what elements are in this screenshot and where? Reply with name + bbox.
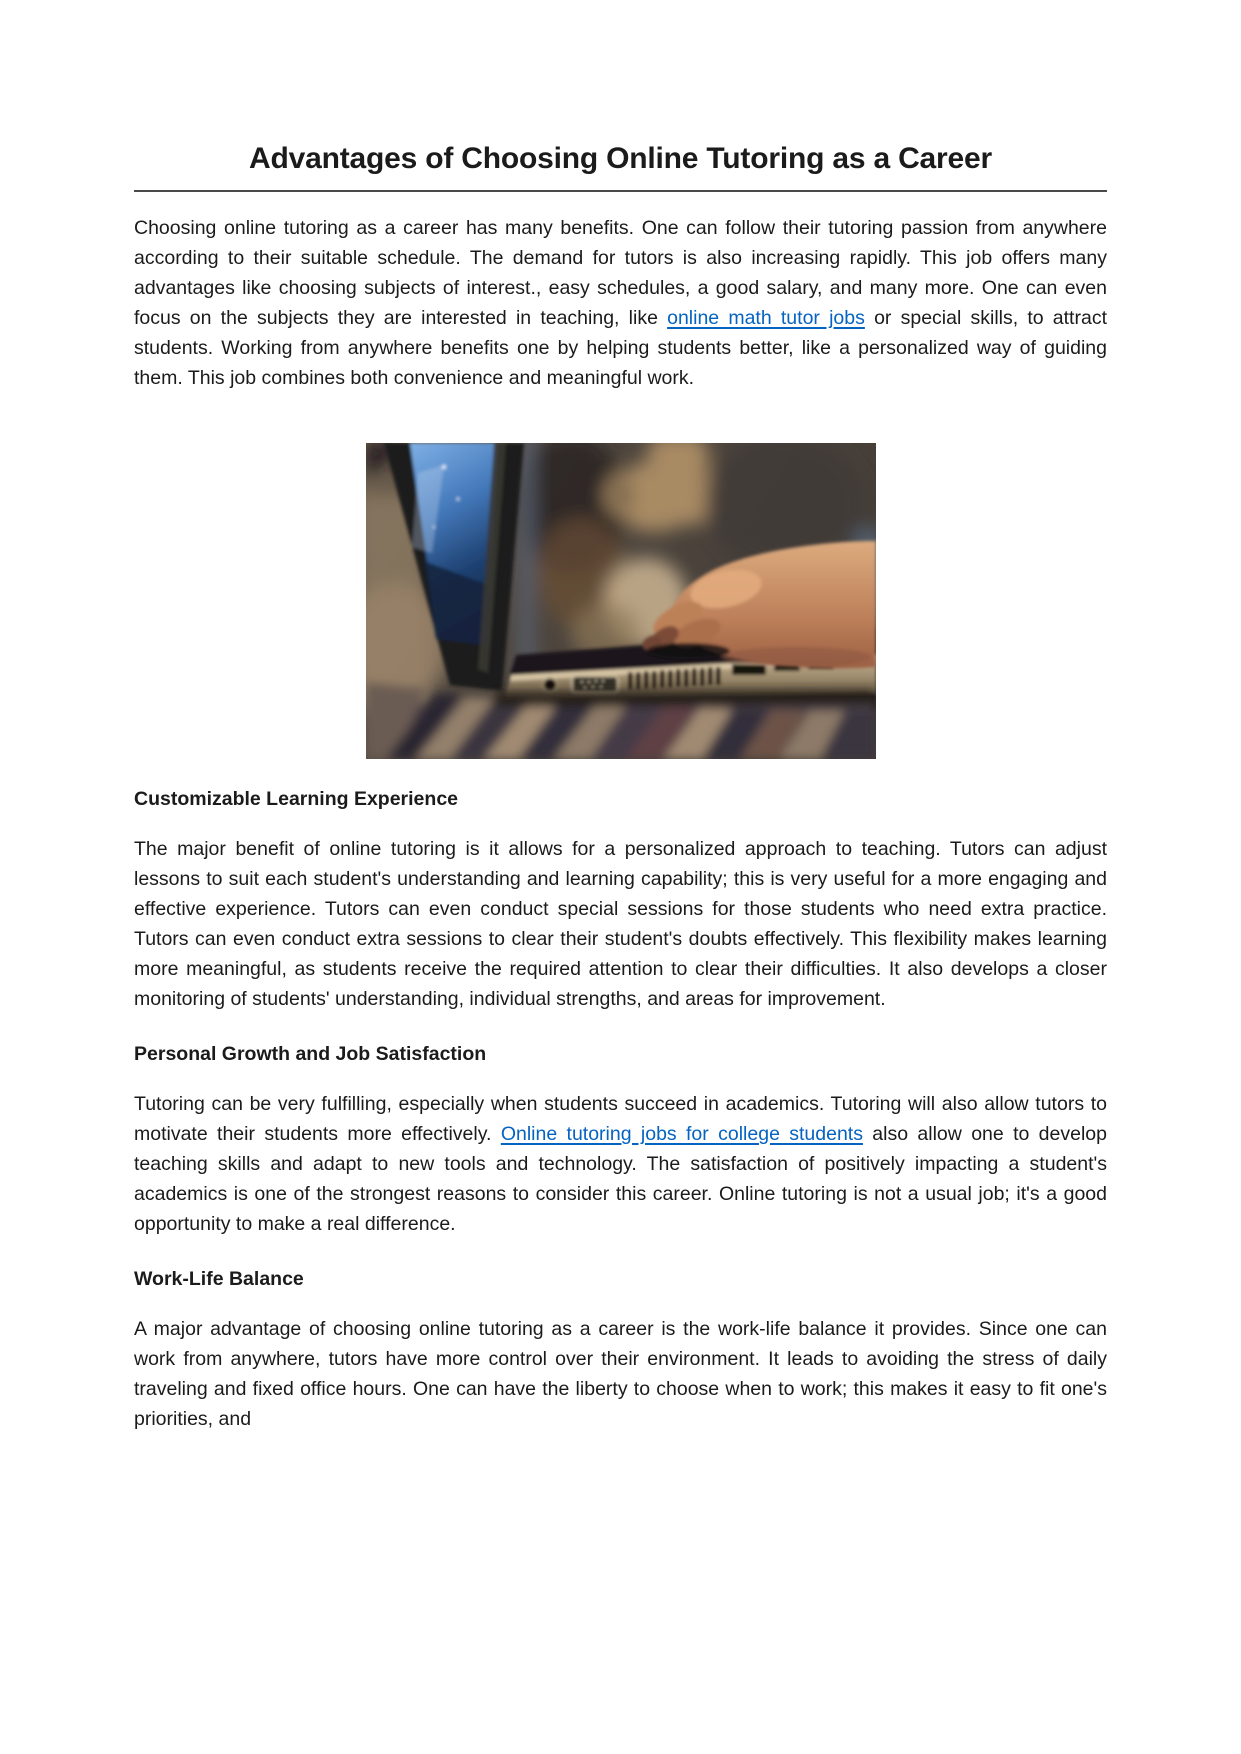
section-customizable-learning-paragraph: The major benefit of online tutoring is it allows for a personalized approach to teaching. Tutors can adjust lessons to suit each student's understanding and learning capability; this is very useful for a more engaging and effective experience. Tutors can even conduct special sessions for those students who need extra practice. Tutors can even conduct extra sessions to clear their student's doubts effectively. This flexibility makes learning more meaningful, as students receive the required attention to clear their difficulties. It also develops a closer monitoring of students' understanding, individual strengths, and areas for improvement.: [134, 838, 1107, 1010]
section-personal-growth-paragraph: [134, 1089, 1107, 1239]
page-title: Advantages of Choosing Online Tutoring as a Career: [249, 142, 992, 175]
section-work-life-balance-paragraph: A major advantage of choosing online tutoring as a career is the work-life balance it provides. Since one can work from anywhere, tutors have more control over their environment. It leads to avoiding the stress of daily traveling and fixed office hours. One can have the liberty to choose when to work; this makes it easy to fit one's priorities, and: [134, 1318, 1107, 1430]
title-divider: [134, 190, 1107, 192]
laptop-photo-illustration: [366, 443, 876, 759]
intro-text-before-link: Choosing online tutoring as a career has many benefits. One can follow their tutoring passion from anywhere according to their suitable schedule. The demand for tutors is also increasing rapidly. This job offers many advantages like choosing subjects of interest., easy schedules, a good salary, and many more. One can even focus on the subjects they are interested in teaching, like: [134, 217, 1107, 329]
personal-growth-text-after-link: also allow one to develop teaching skills and adapt to new tools and technology. The satisfaction of positively impacting a student's academics is one of the strongest reasons to consider this career. Online tutoring is not a usual job; it's a good opportunity to make a real difference.: [134, 1123, 1107, 1235]
link-online-math-tutor-jobs[interactable]: online math tutor jobs: [667, 307, 865, 329]
section-heading-personal-growth-and-job-satisfaction: Personal Growth and Job Satisfaction: [134, 1043, 487, 1065]
section-heading-customizable-learning-experience: Customizable Learning Experience: [134, 788, 459, 810]
link-online-tutoring-jobs-for-college-students[interactable]: Online tutoring jobs for college students: [500, 1123, 863, 1145]
intro-paragraph: [134, 213, 1107, 393]
laptop-typing-photo: [366, 443, 876, 759]
intro-text-after-link: or special skills, to attract students. Working from anywhere benefits one by helping students better, like a personalized way of guiding them. This job combines both convenience and meaningful work.: [134, 307, 1107, 389]
document-content: [134, 0, 1107, 1434]
section-heading-work-life-balance: Work-Life Balance: [134, 1268, 304, 1290]
personal-growth-text-before-link: Tutoring can be very fulfilling, especially when students succeed in academics. Tutoring will also allow tutors to motivate their students more effectively.: [134, 1093, 1107, 1145]
